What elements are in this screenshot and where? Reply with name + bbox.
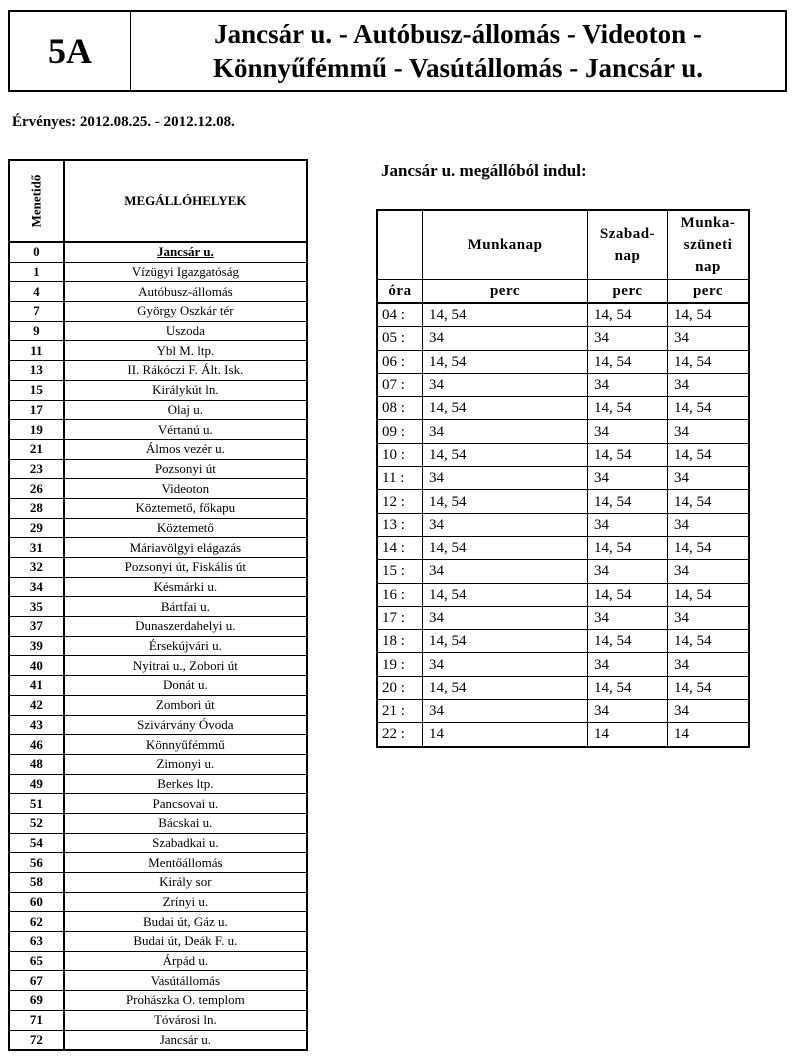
timetable-row [377, 467, 749, 490]
saturday-minutes: 14, 54 [588, 443, 668, 466]
travel-time: 54 [9, 833, 64, 853]
travel-time: 67 [9, 971, 64, 991]
title-box [8, 10, 787, 92]
stop-row [9, 380, 307, 400]
workday-minutes: 34 [423, 560, 588, 583]
workday-minutes: 14, 54 [423, 630, 588, 653]
departure-title: Jancsár u. megállóból indul: [381, 161, 587, 180]
stop-name: Bártfai u. [64, 597, 307, 617]
stop-name: György Oszkár tér [64, 302, 307, 322]
travel-time: 71 [9, 1010, 64, 1030]
stop-name: Pozsonyi út, Fiskális út [64, 558, 307, 578]
stop-name: Zimonyi u. [64, 754, 307, 774]
stop-row [9, 302, 307, 322]
stop-row [9, 282, 307, 302]
stop-name: Szabadkai u. [64, 833, 307, 853]
stop-name: Budai út, Deák F. u. [64, 932, 307, 952]
stop-row [9, 636, 307, 656]
saturday-minutes: 34 [588, 467, 668, 490]
stop-name: Máriavölgyi elágazás [64, 538, 307, 558]
travel-time: 69 [9, 991, 64, 1011]
travel-time: 60 [9, 892, 64, 912]
hour: 07 : [377, 373, 423, 396]
saturday-minutes: 34 [588, 513, 668, 536]
stop-row [9, 597, 307, 617]
saturday-minutes: 34 [588, 327, 668, 350]
travel-time: 63 [9, 932, 64, 952]
stop-name: Király sor [64, 873, 307, 893]
stop-name: Köztemető, főkapu [64, 498, 307, 518]
travel-time: 32 [9, 558, 64, 578]
timetable [376, 209, 750, 748]
stop-name: Autóbusz-állomás [64, 282, 307, 302]
route-title [131, 12, 785, 90]
timetable-row [377, 560, 749, 583]
travel-time: 4 [9, 282, 64, 302]
timetable-row [377, 513, 749, 536]
stop-row [9, 518, 307, 538]
travel-time: 40 [9, 656, 64, 676]
workday-minutes: 14, 54 [423, 397, 588, 420]
saturday-minutes: 34 [588, 373, 668, 396]
timetable-row [377, 700, 749, 723]
stop-name: II. Rákóczi F. Ált. Isk. [64, 361, 307, 381]
saturday-minutes: 14, 54 [588, 630, 668, 653]
stop-name: Videoton [64, 479, 307, 499]
workday-minutes: 34 [423, 606, 588, 629]
workday-minutes: 34 [423, 420, 588, 443]
travel-time: 46 [9, 735, 64, 755]
hour: 20 : [377, 676, 423, 699]
saturday-minutes: 34 [588, 653, 668, 676]
hour: 17 : [377, 606, 423, 629]
hour: 22 : [377, 723, 423, 747]
timetable-row [377, 327, 749, 350]
stop-name: Érsekújvári u. [64, 636, 307, 656]
stop-name: Zrínyi u. [64, 892, 307, 912]
travel-time-header-label: Menetidő [28, 174, 44, 228]
stop-name: Királykút ln. [64, 380, 307, 400]
holiday-minutes: 14, 54 [668, 630, 750, 653]
holiday-minutes: 34 [668, 560, 750, 583]
timetable-row [377, 397, 749, 420]
saturday-minutes: 14, 54 [588, 397, 668, 420]
stop-row [9, 932, 307, 952]
stop-row [9, 695, 307, 715]
saturday-minutes: 34 [588, 606, 668, 629]
timetable-row [377, 303, 749, 327]
holiday-minutes: 14, 54 [668, 490, 750, 513]
holiday-minutes: 14, 54 [668, 397, 750, 420]
timetable-row [377, 490, 749, 513]
stop-row [9, 361, 307, 381]
workday-minutes: 14, 54 [423, 583, 588, 606]
travel-time: 7 [9, 302, 64, 322]
workday-minutes: 34 [423, 513, 588, 536]
workday-minutes: 14, 54 [423, 536, 588, 559]
timetable-row [377, 606, 749, 629]
travel-time: 21 [9, 439, 64, 459]
saturday-minutes: 14, 54 [588, 303, 668, 327]
stop-row [9, 242, 307, 262]
workday-minutes: 14, 54 [423, 676, 588, 699]
travel-time: 26 [9, 479, 64, 499]
workday-minutes: 14, 54 [423, 443, 588, 466]
saturday-minutes: 14, 54 [588, 583, 668, 606]
timetable-row [377, 443, 749, 466]
hour: 06 : [377, 350, 423, 373]
stop-row [9, 479, 307, 499]
stops-header: MEGÁLLÓHELYEK [64, 160, 307, 242]
stop-row [9, 1010, 307, 1030]
stop-name: Donát u. [64, 676, 307, 696]
hour: 12 : [377, 490, 423, 513]
travel-time: 35 [9, 597, 64, 617]
stop-name: Vízügyi Igazgatóság [64, 262, 307, 282]
saturday-minutes: 14 [588, 723, 668, 747]
hour: 21 : [377, 700, 423, 723]
stop-name: Vasútállomás [64, 971, 307, 991]
travel-time: 52 [9, 813, 64, 833]
holiday-header-3: nap [695, 259, 721, 275]
minute-label-workday: perc [423, 280, 588, 304]
holiday-minutes: 14, 54 [668, 676, 750, 699]
stop-name: Dunaszerdahelyi u. [64, 617, 307, 637]
workday-minutes: 14, 54 [423, 350, 588, 373]
hour: 14 : [377, 536, 423, 559]
saturday-minutes: 34 [588, 560, 668, 583]
stop-name: Árpád u. [64, 951, 307, 971]
minute-label-saturday: perc [588, 280, 668, 304]
timetable-row [377, 676, 749, 699]
stops-table [8, 159, 308, 1051]
stop-row [9, 676, 307, 696]
holiday-minutes: 14, 54 [668, 443, 750, 466]
timetable-row [377, 583, 749, 606]
travel-time: 17 [9, 400, 64, 420]
stop-name: Késmárki u. [64, 577, 307, 597]
hour: 10 : [377, 443, 423, 466]
timetable-row [377, 630, 749, 653]
holiday-header-1: Munka- [680, 215, 736, 231]
holiday-header-2: szüneti [683, 237, 733, 253]
travel-time: 72 [9, 1030, 64, 1050]
travel-time: 9 [9, 321, 64, 341]
holiday-minutes: 14 [668, 723, 750, 747]
saturday-minutes: 14, 54 [588, 536, 668, 559]
travel-time: 1 [9, 262, 64, 282]
workday-minutes: 14, 54 [423, 490, 588, 513]
route-title-line-2: Könnyűfémmű - Vasútállomás - Jancsár u. [212, 53, 704, 83]
holiday-minutes: 34 [668, 467, 750, 490]
stop-row [9, 735, 307, 755]
stop-name: Budai út, Gáz u. [64, 912, 307, 932]
stop-name: Tóvárosi ln. [64, 1010, 307, 1030]
timetable-row [377, 536, 749, 559]
hour: 15 : [377, 560, 423, 583]
stop-name: Uszoda [64, 321, 307, 341]
stop-name: Berkes ltp. [64, 774, 307, 794]
saturday-minutes: 34 [588, 420, 668, 443]
travel-time: 41 [9, 676, 64, 696]
stop-row [9, 262, 307, 282]
stop-name: Zombori út [64, 695, 307, 715]
stop-row [9, 912, 307, 932]
stop-row [9, 656, 307, 676]
holiday-minutes: 14, 54 [668, 350, 750, 373]
stop-name: Köztemető [64, 518, 307, 538]
stop-row [9, 971, 307, 991]
stop-row [9, 498, 307, 518]
travel-time: 39 [9, 636, 64, 656]
stop-name: Könnyűfémmű [64, 735, 307, 755]
stop-name: Nyitrai u., Zobori út [64, 656, 307, 676]
saturday-minutes: 14, 54 [588, 676, 668, 699]
stop-row [9, 459, 307, 479]
holiday-minutes: 34 [668, 373, 750, 396]
stop-name: Jancsár u. [64, 242, 307, 262]
stop-row [9, 439, 307, 459]
travel-time: 23 [9, 459, 64, 479]
timetable-row [377, 653, 749, 676]
stop-name: Pancsovai u. [64, 794, 307, 814]
saturday-header [588, 210, 668, 280]
travel-time: 29 [9, 518, 64, 538]
holiday-minutes: 14, 54 [668, 536, 750, 559]
saturday-header-1: Szabad- [599, 226, 656, 242]
saturday-header-2: nap [614, 248, 641, 264]
route-title-line-1: Jancsár u. - Autóbusz-állomás - Videoton - [214, 19, 702, 49]
hour: 13 : [377, 513, 423, 536]
workday-minutes: 34 [423, 700, 588, 723]
stop-row [9, 813, 307, 833]
hour: 11 : [377, 467, 423, 490]
workday-minutes: 34 [423, 467, 588, 490]
hour: 19 : [377, 653, 423, 676]
timetable-row [377, 723, 749, 747]
travel-time-header [9, 160, 64, 242]
saturday-minutes: 14, 54 [588, 490, 668, 513]
travel-time: 37 [9, 617, 64, 637]
holiday-minutes: 34 [668, 327, 750, 350]
stop-name: Jancsár u. [64, 1030, 307, 1050]
saturday-minutes: 14, 54 [588, 350, 668, 373]
travel-time: 56 [9, 853, 64, 873]
travel-time: 65 [9, 951, 64, 971]
stop-name: Olaj u. [64, 400, 307, 420]
hour-header-blank [377, 210, 423, 280]
workday-minutes: 34 [423, 653, 588, 676]
minute-label-holiday: perc [668, 280, 750, 304]
timetable-row [377, 350, 749, 373]
stop-row [9, 538, 307, 558]
holiday-minutes: 34 [668, 420, 750, 443]
stop-row [9, 420, 307, 440]
hour: 16 : [377, 583, 423, 606]
travel-time: 0 [9, 242, 64, 262]
holiday-minutes: 34 [668, 513, 750, 536]
workday-minutes: 34 [423, 373, 588, 396]
stop-row [9, 892, 307, 912]
stop-row [9, 400, 307, 420]
holiday-minutes: 14, 54 [668, 583, 750, 606]
stop-name: Álmos vezér u. [64, 439, 307, 459]
holiday-minutes: 34 [668, 653, 750, 676]
stop-name: Vértanú u. [64, 420, 307, 440]
saturday-minutes: 34 [588, 700, 668, 723]
holiday-minutes: 34 [668, 606, 750, 629]
stop-row [9, 754, 307, 774]
hour-label: óra [377, 280, 423, 304]
travel-time: 51 [9, 794, 64, 814]
stop-row [9, 577, 307, 597]
route-number: 5A [10, 12, 131, 90]
stop-row [9, 617, 307, 637]
travel-time: 42 [9, 695, 64, 715]
hour: 08 : [377, 397, 423, 420]
stop-row [9, 853, 307, 873]
travel-time: 62 [9, 912, 64, 932]
workday-header: Munkanap [423, 210, 588, 280]
stop-row [9, 991, 307, 1011]
stop-row [9, 873, 307, 893]
workday-minutes: 34 [423, 327, 588, 350]
stop-row [9, 794, 307, 814]
travel-time: 43 [9, 715, 64, 735]
travel-time: 58 [9, 873, 64, 893]
stop-name: Mentőállomás [64, 853, 307, 873]
travel-time: 49 [9, 774, 64, 794]
hour: 05 : [377, 327, 423, 350]
stop-row [9, 774, 307, 794]
travel-time: 28 [9, 498, 64, 518]
hour: 04 : [377, 303, 423, 327]
travel-time: 11 [9, 341, 64, 361]
hour: 09 : [377, 420, 423, 443]
validity-period: Érvényes: 2012.08.25. - 2012.12.08. [12, 114, 235, 130]
hour: 18 : [377, 630, 423, 653]
workday-minutes: 14, 54 [423, 303, 588, 327]
travel-time: 19 [9, 420, 64, 440]
stop-name: Prohászka O. templom [64, 991, 307, 1011]
travel-time: 13 [9, 361, 64, 381]
stop-name: Bácskai u. [64, 813, 307, 833]
stop-row [9, 558, 307, 578]
stop-row [9, 951, 307, 971]
travel-time: 15 [9, 380, 64, 400]
holiday-minutes: 14, 54 [668, 303, 750, 327]
travel-time: 34 [9, 577, 64, 597]
stop-row [9, 341, 307, 361]
stop-name: Ybl M. ltp. [64, 341, 307, 361]
stop-row [9, 1030, 307, 1050]
workday-minutes: 14 [423, 723, 588, 747]
timetable-row [377, 420, 749, 443]
stop-row [9, 321, 307, 341]
stop-name: Pozsonyi út [64, 459, 307, 479]
stop-row [9, 715, 307, 735]
stop-name: Szivárvány Óvoda [64, 715, 307, 735]
timetable-row [377, 373, 749, 396]
travel-time: 48 [9, 754, 64, 774]
holiday-header [668, 210, 750, 280]
holiday-minutes: 34 [668, 700, 750, 723]
travel-time: 31 [9, 538, 64, 558]
stop-row [9, 833, 307, 853]
